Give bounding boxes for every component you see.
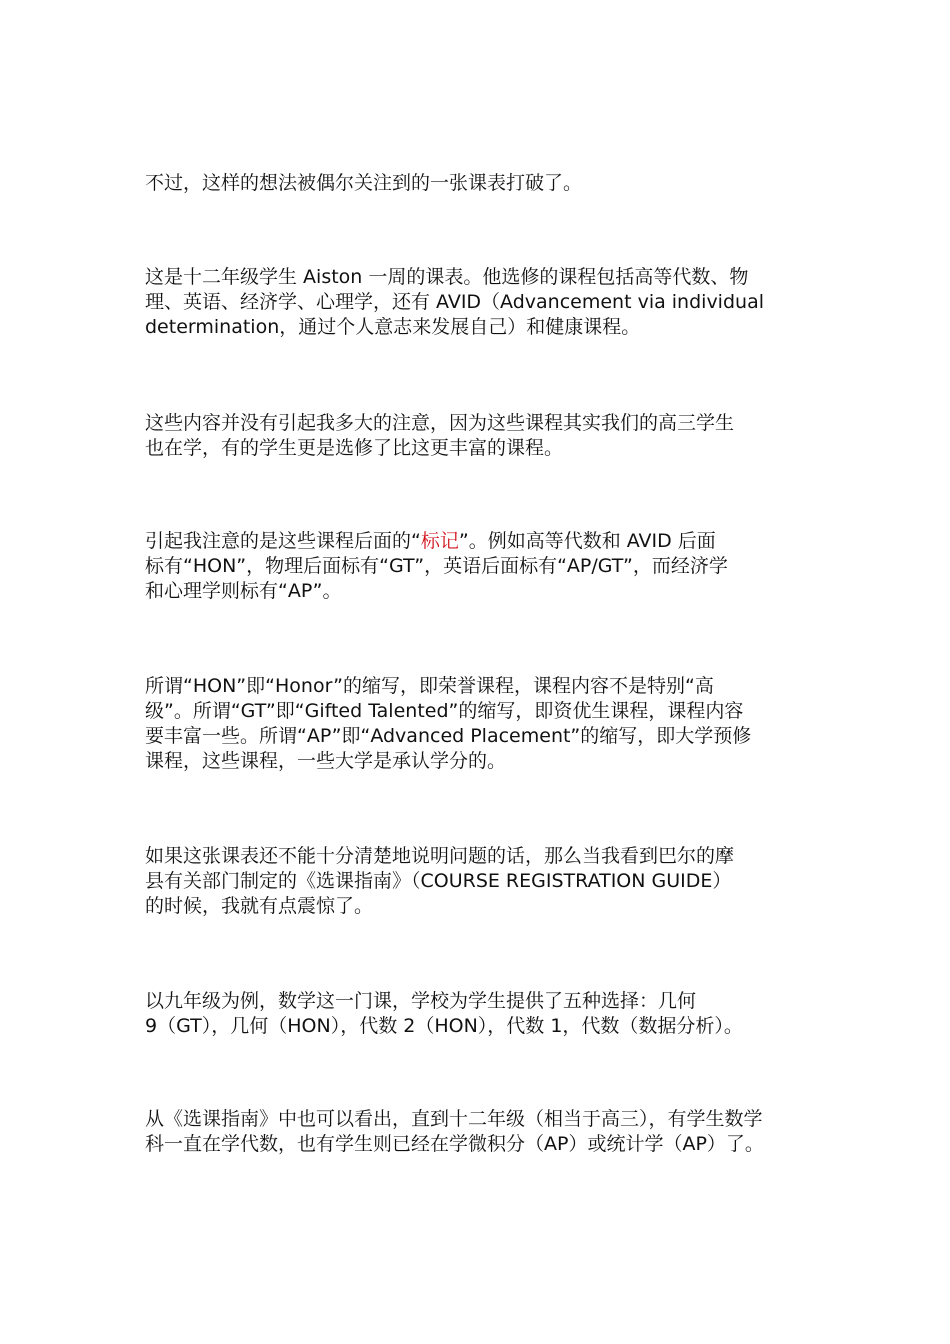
text-line: 和心理学则标有“AP”。 xyxy=(145,580,342,602)
text-line: 从《选课指南》中也可以看出，直到十二年级（相当于高三），有学生数学 xyxy=(145,1108,763,1130)
text-line: determination，通过个人意志来发展自己）和健康课程。 xyxy=(145,316,641,338)
paragraph xyxy=(145,265,813,340)
text-line: 所谓“HON”即“Honor”的缩写，即荣誉课程，课程内容不是特别“高 xyxy=(145,675,714,697)
text-line: 课程，这些课程，一些大学是承认学分的。 xyxy=(145,750,507,772)
text-line: 县有关部门制定的《选课指南》（COURSE REGISTRATION GUIDE） xyxy=(145,870,732,892)
text-line: 如果这张课表还不能十分清楚地说明问题的话，那么当我看到巴尔的摩 xyxy=(145,845,735,867)
text-line: 这是十二年级学生 Aiston 一周的课表。他选修的课程包括高等代数、物 xyxy=(145,266,749,288)
text-line: 科一直在学代数，也有学生则已经在学微积分（AP）或统计学（AP）了。 xyxy=(145,1133,764,1155)
paragraph xyxy=(145,411,813,461)
paragraph xyxy=(145,674,813,774)
text-line: 也在学，有的学生更是选修了比这更丰富的课程。 xyxy=(145,437,564,459)
text-segment: ”。例如高等代数和 AVID 后面 xyxy=(458,530,716,552)
paragraph xyxy=(145,171,813,196)
text-line xyxy=(145,529,813,554)
paragraph xyxy=(145,529,813,604)
paragraph xyxy=(145,844,813,919)
paragraph xyxy=(145,1107,813,1157)
text-line: 理、英语、经济学、心理学，还有 AVID（Advancement via individual xyxy=(145,291,764,313)
text-line: 级”。所谓“GT”即“Gifted Talented”的缩写，即资优生课程，课程内容 xyxy=(145,700,744,722)
text-line: 9（GT），几何（HON），代数 2（HON），代数 1，代数（数据分析）。 xyxy=(145,1015,743,1037)
highlighted-term: 标记 xyxy=(420,530,459,552)
text-line: 的时候，我就有点震惊了。 xyxy=(145,895,374,917)
text-line: 要丰富一些。所谓“AP”即“Advanced Placement”的缩写，即大学预修 xyxy=(145,725,752,747)
text-line: 以九年级为例，数学这一门课，学校为学生提供了五种选择：几何 xyxy=(145,990,697,1012)
paragraph xyxy=(145,989,813,1039)
text-line: 这些内容并没有引起我多大的注意，因为这些课程其实我们的高三学生 xyxy=(145,412,735,434)
text-line: 不过，这样的想法被偶尔关注到的一张课表打破了。 xyxy=(145,172,583,194)
text-segment: 引起我注意的是这些课程后面的“ xyxy=(145,530,421,552)
text-line: 标有“HON”，物理后面标有“GT”，英语后面标有“AP/GT”，而经济学 xyxy=(145,555,728,577)
